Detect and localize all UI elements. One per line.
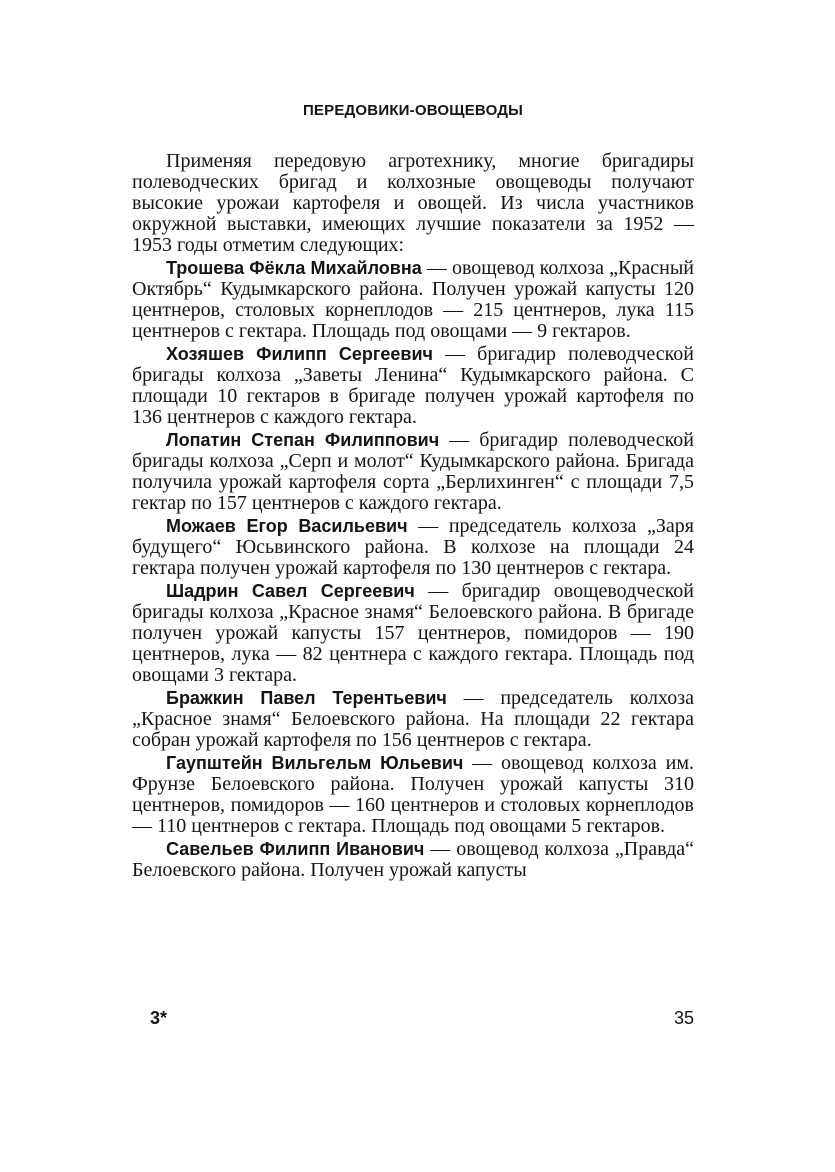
entry-text: — председатель колхоза „Красное знамя“ Белоевского района. На площади 22 гектара собран урожай картофеля по 156 центнеров с гектара. bbox=[132, 687, 694, 751]
entry-paragraph bbox=[132, 839, 694, 881]
intro-paragraph: Применяя передовую агротехнику, многие бригадиры полеводческих бригад и колхозные овощеводы получают высокие урожаи картофеля и овощей. Из числа участников окружной выставки, имеющих лучшие показатели за 1952 — 1953 годы отметим следующих: bbox=[132, 150, 694, 256]
person-name: Трошева Фёкла Михайловна bbox=[166, 258, 422, 278]
entry-text: — бригадир полеводческой бригады колхоза „Серп и молот“ Кудымкарского района. Бригада получила урожай картофеля сорта „Берлихинген“ с площади 7,5 гектар по 157 центнеров с каждого гектара. bbox=[132, 429, 694, 514]
entry-text: — бригадир полеводческой бригады колхоза „Заветы Ленина“ Кудымкарского района. С площади 10 гектаров в бригаде получен урожай картофеля по 136 центнеров с каждого гектара. bbox=[132, 343, 694, 428]
signature-mark: 3* bbox=[150, 1008, 168, 1028]
entry-text: — овощевод колхоза „Правда“ Белоевского района. Получен урожай капусты bbox=[132, 838, 695, 881]
entry-paragraph bbox=[132, 688, 694, 751]
entry-paragraph bbox=[132, 430, 694, 514]
entry-text: — овощевод колхоза им. Фрунзе Белоевского района. Получен урожай капусты 310 центнеров, помидоров — 160 центнеров и столовых корнеплодов — 110 центнеров с гектара. Площадь под овощами 5 гектаров. bbox=[132, 752, 694, 837]
person-name: Гаупштейн Вильгельм Юльевич bbox=[166, 753, 464, 773]
entry-paragraph bbox=[132, 258, 694, 342]
entry-text: — председатель колхоза „Заря будущего“ Юсьвинского района. В колхозе на площади 24 гектара получен урожай картофеля по 130 центнеров с гектара. bbox=[132, 515, 694, 579]
person-name: Савельев Филипп Иванович bbox=[166, 839, 425, 859]
entry-paragraph bbox=[132, 753, 694, 837]
section-heading: ПЕРЕДОВИКИ-ОВОЩЕВОДЫ bbox=[302, 102, 524, 119]
entry-paragraph bbox=[132, 516, 694, 579]
entry-paragraph bbox=[132, 581, 694, 686]
person-name: Лопатин Степан Филиппович bbox=[166, 430, 440, 450]
page-number: 35 bbox=[673, 1008, 694, 1028]
entry-paragraph bbox=[132, 344, 694, 428]
person-name: Хозяшев Филипп Сергеевич bbox=[166, 344, 433, 364]
page-footer bbox=[132, 1008, 694, 1034]
text-column bbox=[132, 102, 694, 883]
entry-text: — бригадир овощеводческой бригады колхоза „Красное знамя“ Белоевского района. В бригаде получен урожай капусты 157 центнеров, помидоров — 190 центнеров, лука — 82 центнера с каждого гектара. Площадь под овощами 3 гектара. bbox=[132, 580, 694, 686]
person-name: Бражкин Павел Терентьевич bbox=[166, 688, 447, 708]
person-name: Шадрин Савел Сергеевич bbox=[166, 581, 415, 601]
entry-text: — овощевод колхоза „Красный Октябрь“ Кудымкарского района. Получен урожай капусты 120 центнеров, столовых корнеплодов — 215 центнеров, лука 115 центнеров с гектара. Площадь под овощами — 9 гектаров. bbox=[132, 257, 694, 342]
person-name: Можаев Егор Васильевич bbox=[166, 516, 408, 536]
